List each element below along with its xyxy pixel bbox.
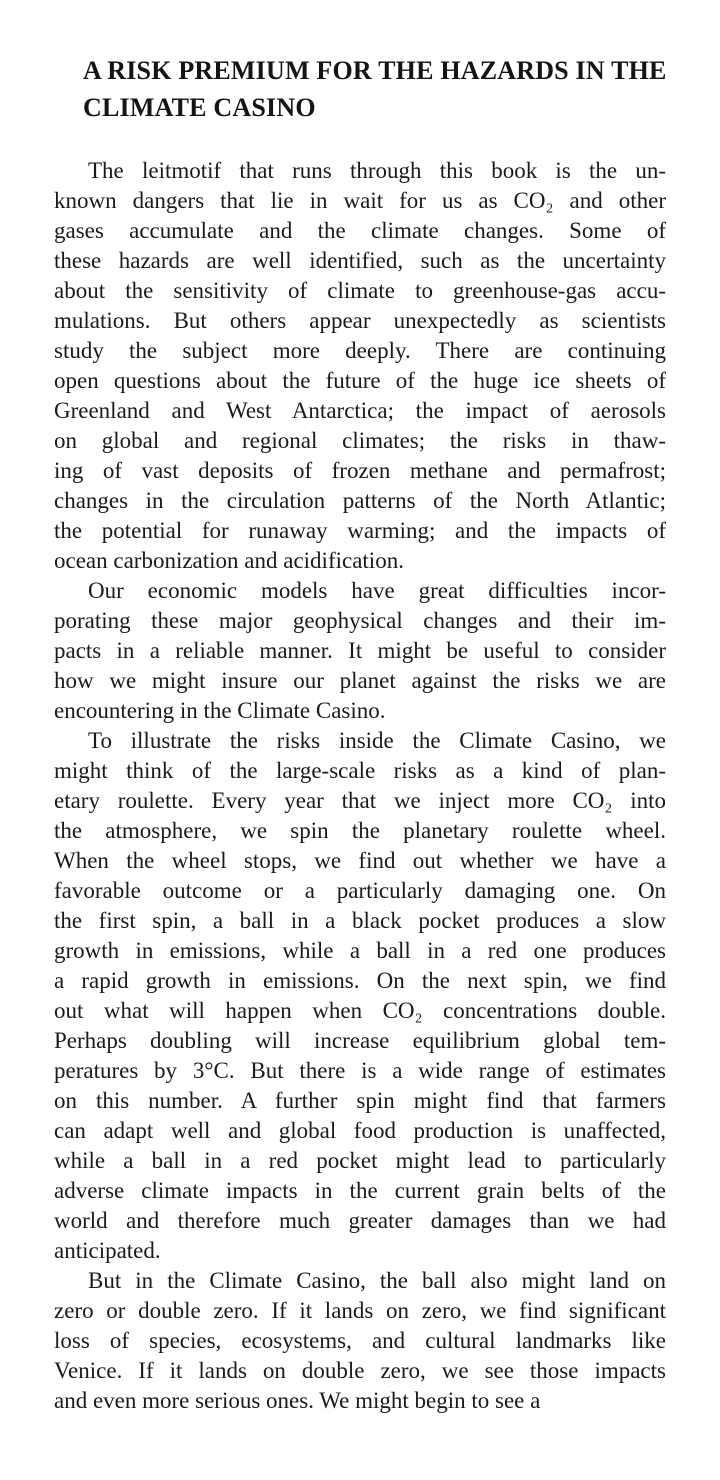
text-line: ocean carbonization and acidification. [54,548,404,573]
text-line: favorable outcome or a particularly damaging one. On [54,878,666,903]
text-line: world and therefore much greater damages than we had [54,1208,666,1233]
text-line: pacts in a reliable manner. It might be useful to consider [54,638,666,663]
text-line: while a ball in a red pocket might lead to particularly [54,1148,666,1173]
text-line: loss of species, ecosystems, and cultural landmarks like [54,1328,666,1353]
text-line: changes in the circulation patterns of the North Atlantic; [54,488,666,513]
text-line: the atmosphere, we spin the planetary roulette wheel. [54,818,666,843]
text-line: Our economic models have great difficulties incor- [88,578,666,603]
paragraph [54,156,666,576]
paragraph [54,726,666,1266]
text-line: these hazards are well identified, such as the uncertainty [54,248,666,273]
text-line: Greenland and West Antarctica; the impact of aerosols [54,398,666,423]
text-line: encountering in the Climate Casino. [54,698,386,723]
text-line: and even more serious ones. We might begin to see a [54,1388,541,1413]
text-line: Perhaps doubling will increase equilibrium global tem- [54,1028,666,1053]
text-line: mulations. But others appear unexpectedly as scientists [54,308,666,333]
text-line: To illustrate the risks inside the Climate Casino, we [88,728,666,753]
paragraph [54,1266,666,1416]
text-line: a rapid growth in emissions. On the next spin, we find [54,968,666,993]
text-line: open questions about the future of the huge ice sheets of [54,368,666,393]
text-line: When the wheel stops, we find out whether we have a [54,848,666,873]
section-heading [83,52,666,126]
text-line: might think of the large-scale risks as a kind of plan- [54,758,666,783]
page-text [54,156,666,1416]
text-line: gases accumulate and the climate changes. Some of [54,218,666,243]
text-line: The leitmotif that runs through this book is the un- [88,158,666,183]
text-line: zero or double zero. If it lands on zero, we find significant [54,1298,666,1323]
text-line: can adapt well and global food production is unaffected, [54,1118,666,1143]
text-line: adverse climate impacts in the current grain belts of the [54,1178,666,1203]
heading-line: A RISK PREMIUM FOR THE HAZARDS IN THE [83,56,667,85]
text-line: the potential for runaway warming; and the impacts of [54,518,666,543]
text-line: anticipated. [54,1238,161,1263]
text-line: the first spin, a ball in a black pocket produces a slow [54,908,666,933]
text-line: porating these major geophysical changes and their im- [54,608,666,633]
text-line: ing of vast deposits of frozen methane and permafrost; [54,458,666,483]
text-line: peratures by 3°C. But there is a wide range of estimates [54,1058,666,1083]
text-line: how we might insure our planet against the risks we are [54,668,666,693]
text-line: But in the Climate Casino, the ball also might land on [88,1268,666,1293]
text-line: known dangers that lie in wait for us as CO₂ and other [54,188,666,213]
text-line: growth in emissions, while a ball in a red one produces [54,938,666,963]
heading-line: CLIMATE CASINO [83,93,316,122]
text-line: Venice. If it lands on double zero, we see those impacts [54,1358,666,1383]
text-line: on this number. A further spin might find that farmers [54,1088,666,1113]
text-line: etary roulette. Every year that we inject more CO₂ into [54,788,666,813]
text-line: study the subject more deeply. There are continuing [54,338,666,363]
paragraph [54,576,666,726]
text-line: on global and regional climates; the risks in thaw- [54,428,666,453]
text-line: about the sensitivity of climate to greenhouse-gas accu- [54,278,666,303]
text-line: out what will happen when CO₂ concentrations double. [54,998,666,1023]
